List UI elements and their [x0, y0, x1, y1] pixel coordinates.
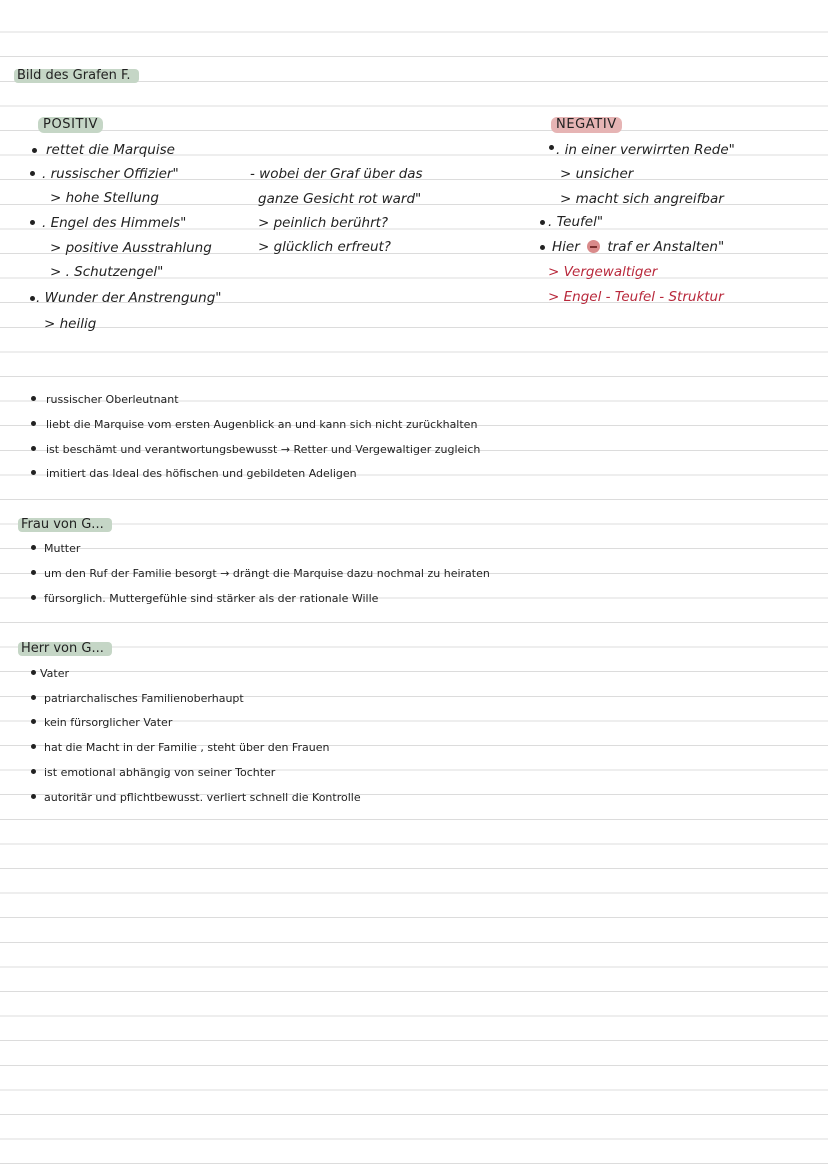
negative-label: NEGATIV — [551, 117, 622, 133]
bullet-icon — [540, 245, 545, 250]
negative-subitem: > Vergewaltiger — [548, 264, 658, 280]
section-heading-graf: Bild des Grafen F. — [14, 68, 139, 83]
list-item: Vater — [40, 667, 70, 680]
positive-item: . russischer Offizier" — [42, 166, 179, 182]
negative-subitem: > unsicher — [560, 166, 634, 182]
bullet-icon — [31, 744, 36, 749]
positive-item: rettet die Marquise — [46, 142, 175, 158]
middle-note: > glücklich erfreut? — [258, 239, 391, 255]
positive-item: . Engel des Himmels" — [42, 215, 187, 231]
negative-item — [552, 239, 724, 255]
negative-item-text: traf er Anstalten" — [607, 239, 725, 255]
bullet-icon — [31, 570, 36, 575]
bullet-icon — [31, 769, 36, 774]
middle-note: - wobei der Graf über das — [250, 166, 423, 182]
list-item: ist beschämt und verantwortungsbewusst → Retter und Vergewaltiger zugleich — [46, 443, 481, 456]
bullet-icon — [32, 148, 37, 153]
positive-label: POSITIV — [38, 117, 103, 133]
bullet-icon — [31, 446, 36, 451]
list-item: patriarchalisches Familienoberhaupt — [44, 692, 244, 705]
section-heading-frau: Frau von G... — [18, 517, 112, 532]
list-item: kein fürsorglicher Vater — [44, 716, 173, 729]
list-item: russischer Oberleutnant — [46, 393, 179, 406]
negative-item-text: Hier — [552, 239, 580, 255]
section-heading-herr: Herr von G... — [18, 641, 112, 656]
bullet-icon — [31, 470, 36, 475]
list-item: fürsorglich. Muttergefühle sind stärker als der rationale Wille — [44, 592, 379, 605]
list-item: autoritär und pflichtbewusst. verliert schnell die Kontrolle — [44, 791, 361, 804]
bullet-icon — [31, 719, 36, 724]
negative-item: . in einer verwirrten Rede" — [556, 142, 735, 158]
negative-subitem: > macht sich angreifbar — [560, 191, 724, 207]
bullet-icon — [30, 296, 35, 301]
bullet-icon — [31, 545, 36, 550]
bullet-icon — [31, 396, 36, 401]
list-item: Mutter — [44, 542, 81, 555]
negative-item: . Teufel" — [548, 214, 604, 230]
bullet-icon — [31, 670, 36, 675]
bullet-icon — [31, 595, 36, 600]
middle-note: > peinlich berührt? — [258, 215, 389, 231]
list-item: ist emotional abhängig von seiner Tochter — [44, 766, 276, 779]
positive-subitem: > heilig — [44, 316, 97, 332]
minus-circle-icon — [587, 240, 600, 253]
list-item: um den Ruf der Familie besorgt → drängt die Marquise dazu nochmal zu heiraten — [44, 567, 490, 580]
list-item: imitiert das Ideal des höfischen und gebildeten Adeligen — [46, 467, 357, 480]
positive-subitem: > . Schutzengel" — [50, 264, 164, 280]
bullet-icon — [31, 695, 36, 700]
positive-subitem: > hohe Stellung — [50, 190, 159, 206]
bullet-icon — [31, 794, 36, 799]
middle-note: ganze Gesicht rot ward" — [258, 191, 422, 207]
bullet-icon — [30, 220, 35, 225]
bullet-icon — [30, 171, 35, 176]
positive-item: . Wunder der Anstrengung" — [36, 290, 222, 306]
bullet-icon — [31, 421, 36, 426]
negative-subitem: > Engel - Teufel - Struktur — [548, 289, 724, 305]
positive-subitem: > positive Ausstrahlung — [50, 240, 212, 256]
bullet-icon — [540, 220, 545, 225]
bullet-icon — [549, 145, 554, 150]
list-item: liebt die Marquise vom ersten Augenblick an und kann sich nicht zurückhalten — [46, 418, 478, 431]
list-item: hat die Macht in der Familie , steht über den Frauen — [44, 741, 330, 754]
